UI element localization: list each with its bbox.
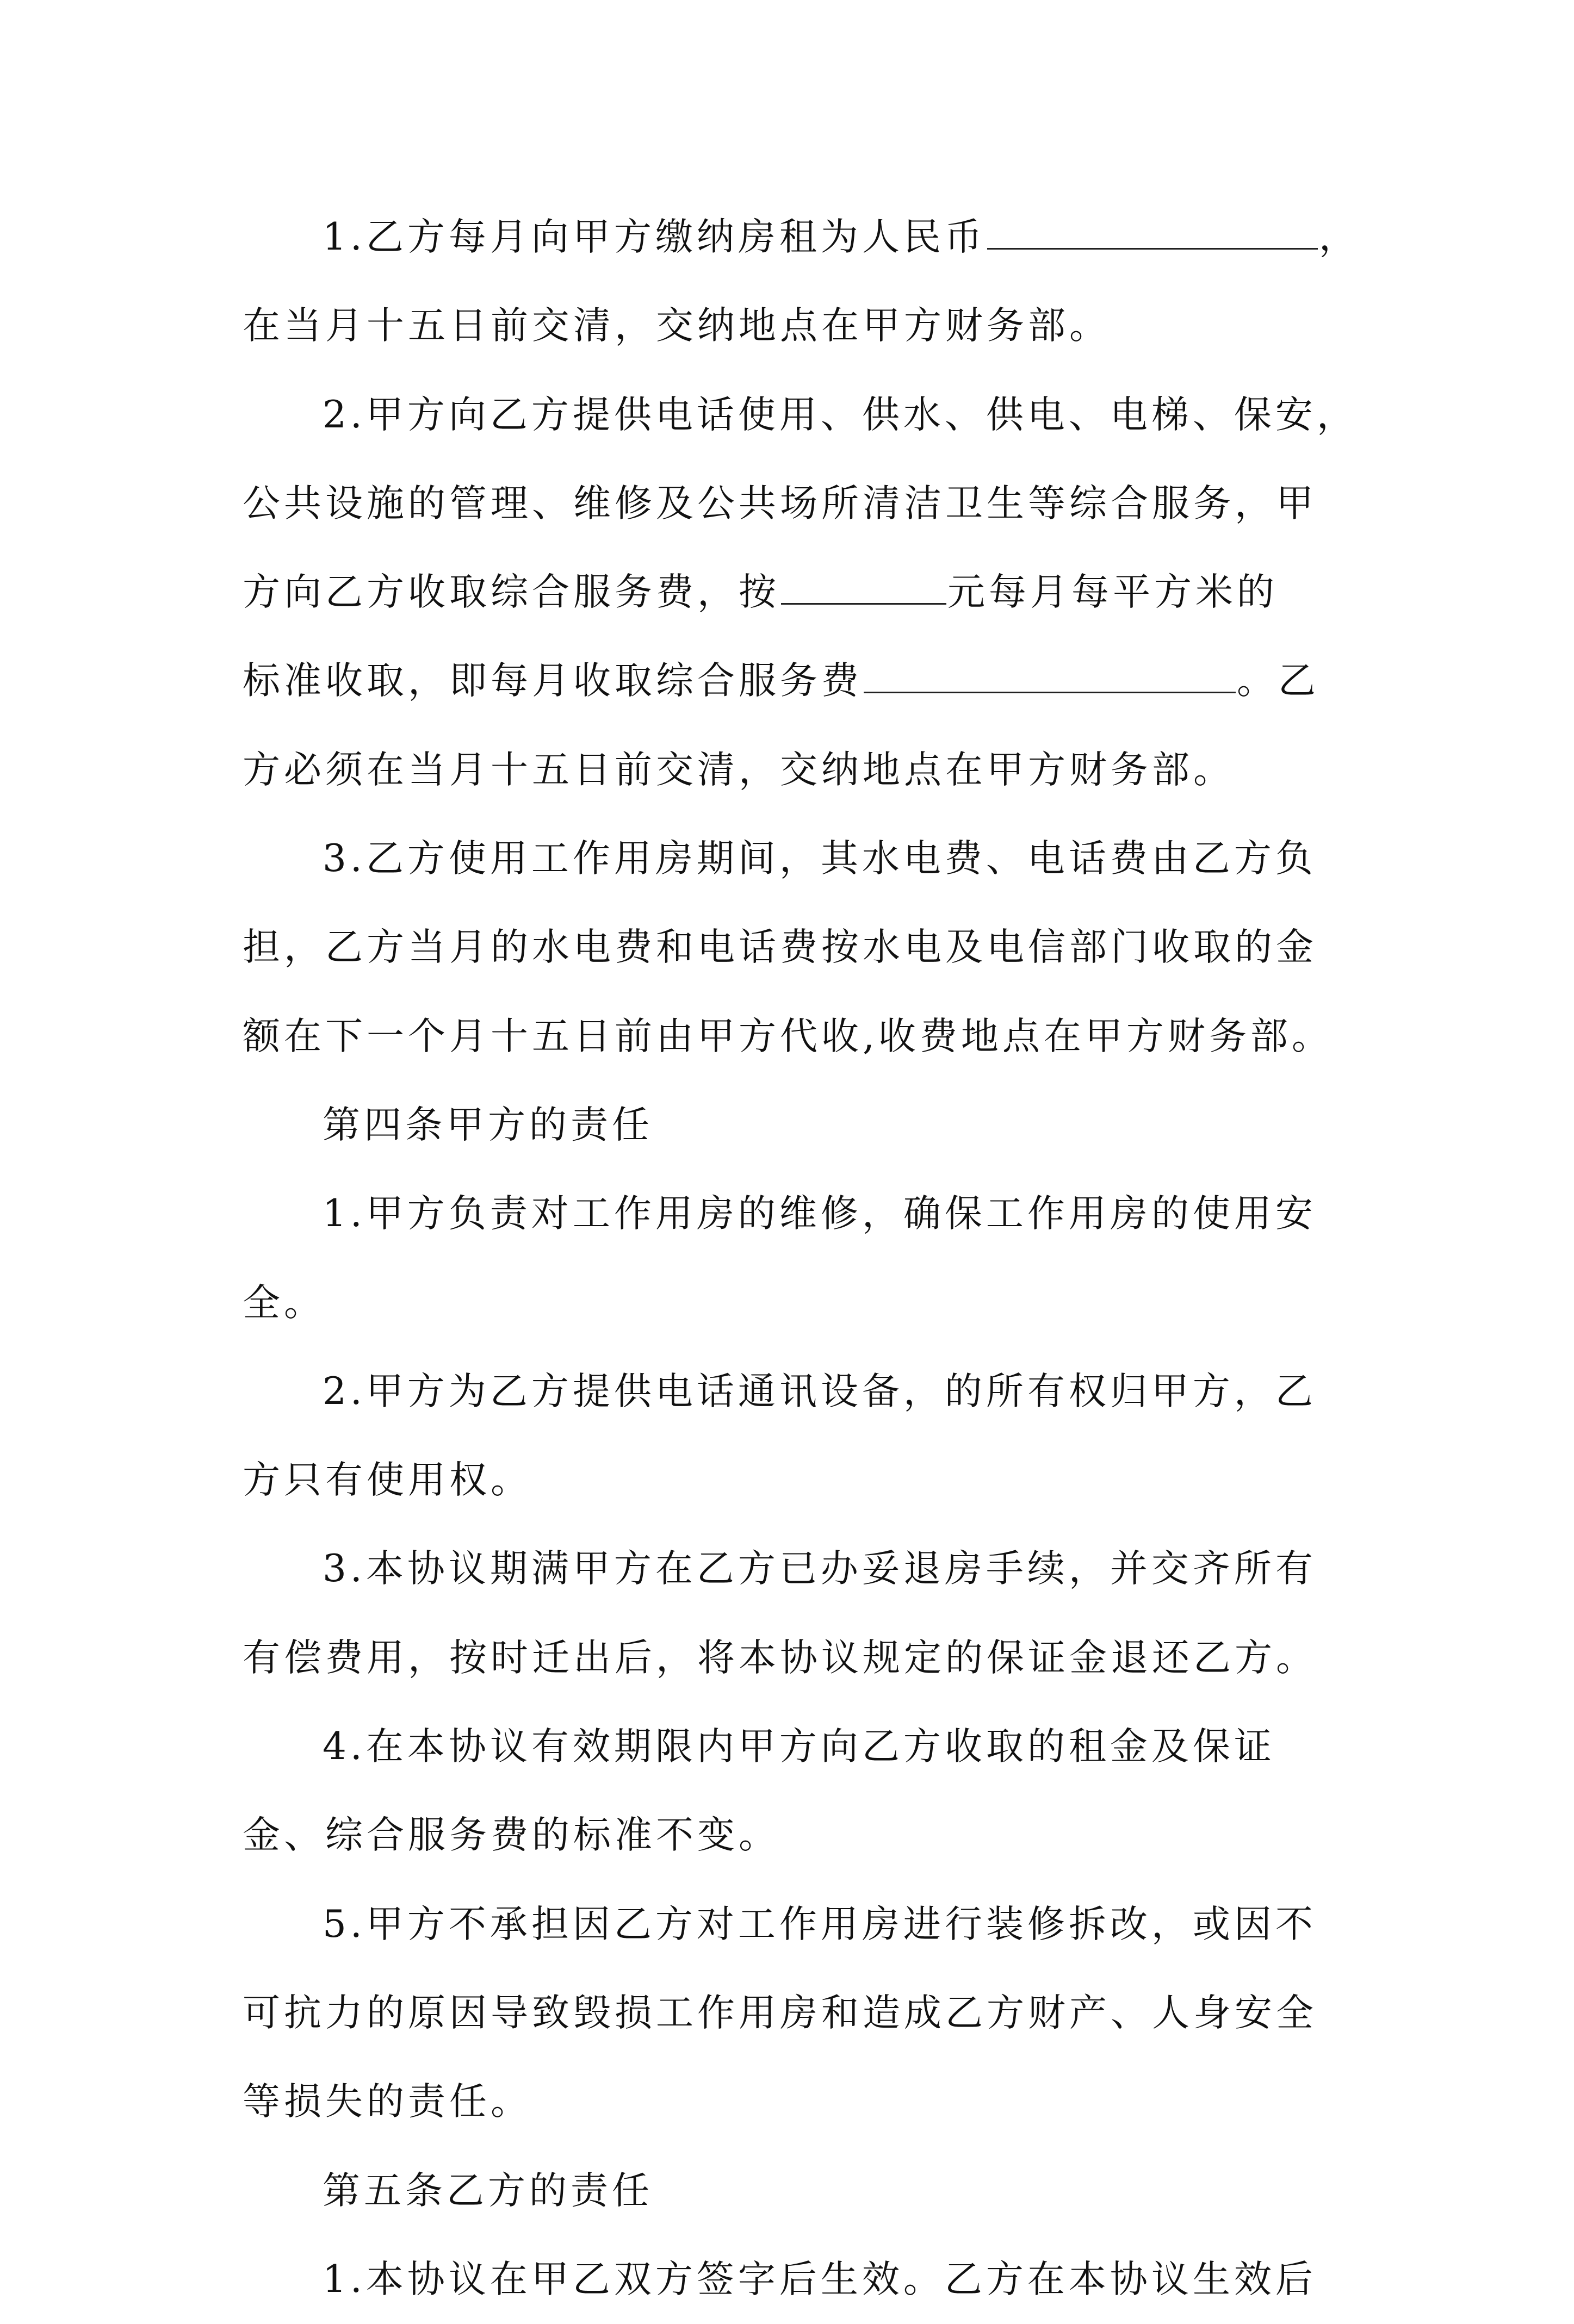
- text-line: [243, 1791, 1352, 1880]
- text-segment: 3.乙方使用工作用房期间，其水电费、电话费由乙方负: [323, 837, 1317, 881]
- text-segment: 2.甲方为乙方提供电话通讯设备，的所有权归甲方，乙: [323, 1369, 1317, 1413]
- text-line: [243, 282, 1352, 370]
- text-line: [243, 1259, 1352, 1347]
- text-segment: 有偿费用，按时迁出后，将本协议规定的保证金退还乙方。: [243, 1636, 1317, 1680]
- text-line: [243, 1347, 1352, 1436]
- text-line: [243, 1969, 1352, 2058]
- text-segment: 可抗力的原因导致毁损工作用房和造成乙方财产、人身安全: [243, 1991, 1317, 2035]
- text-segment: 1.乙方每月向甲方缴纳房租为人民币: [323, 215, 986, 259]
- text-segment: 3.本协议期满甲方在乙方已办妥退房手续，并交齐所有: [323, 1547, 1317, 1591]
- text-segment: 4.在本协议有效期限内甲方向乙方收取的租金及保证: [323, 1725, 1275, 1769]
- text-line: [243, 1170, 1352, 1258]
- text-segment: 第四条甲方的责任: [323, 1103, 653, 1147]
- text-line: [243, 815, 1352, 903]
- text-segment: 。乙: [1237, 659, 1319, 703]
- text-line: [243, 726, 1352, 815]
- text-segment: 1.甲方负责对工作用房的维修，确保工作用房的使用安: [323, 1192, 1317, 1236]
- contract-text: [243, 193, 1360, 2324]
- text-segment: 公共设施的管理、维修及公共场所清洁卫生等综合服务，甲: [243, 481, 1317, 525]
- text-line: [243, 193, 1360, 282]
- text-segment: 第五条乙方的责任: [323, 2168, 653, 2213]
- text-segment: 全。: [243, 1281, 325, 1325]
- text-segment: 担，乙方当月的水电费和电话费按水电及电信部门收取的金: [243, 925, 1317, 970]
- text-line: [243, 2235, 1352, 2324]
- fill-in-blank: [864, 654, 1236, 693]
- text-segment: 5.甲方不承担因乙方对工作用房进行装修拆改，或因不: [323, 1902, 1317, 1946]
- text-segment: 等损失的责任。: [243, 2080, 532, 2124]
- text-line: [243, 459, 1352, 548]
- text-line: [243, 1081, 1352, 1170]
- text-line: [243, 1702, 1352, 1791]
- text-line: [243, 637, 1352, 725]
- text-line: [243, 2147, 1352, 2235]
- fill-in-blank: [781, 565, 946, 605]
- text-line: [243, 992, 1352, 1081]
- text-segment: 额在下一个月十五日前由甲方代收,收费地点在甲方财务部。: [243, 1014, 1333, 1058]
- text-segment: 1.本协议在甲乙双方签字后生效。乙方在本协议生效后: [323, 2257, 1317, 2301]
- fill-in-blank: [987, 210, 1318, 250]
- text-line: [243, 903, 1352, 992]
- text-line: [243, 1525, 1352, 1613]
- text-segment: 元每月每平方米的: [947, 570, 1278, 614]
- text-line: [243, 1614, 1352, 1702]
- text-segment: ，: [1318, 215, 1360, 259]
- text-line: [243, 1436, 1352, 1525]
- text-line: [243, 1880, 1352, 1969]
- text-line: [243, 2058, 1352, 2146]
- text-line: [243, 548, 1352, 637]
- text-segment: 方只有使用权。: [243, 1458, 532, 1502]
- text-segment: 方必须在当月十五日前交清，交纳地点在甲方财务部。: [243, 748, 1235, 792]
- text-segment: 标准收取，即每月收取综合服务费: [243, 659, 863, 703]
- text-segment: 方向乙方收取综合服务费，按: [243, 570, 780, 614]
- text-segment: 在当月十五日前交清，交纳地点在甲方财务部。: [243, 304, 1111, 348]
- text-segment: 金、综合服务费的标准不变。: [243, 1813, 780, 1857]
- text-line: [243, 371, 1358, 459]
- text-segment: 2.甲方向乙方提供电话使用、供水、供电、电梯、保安，: [323, 393, 1358, 437]
